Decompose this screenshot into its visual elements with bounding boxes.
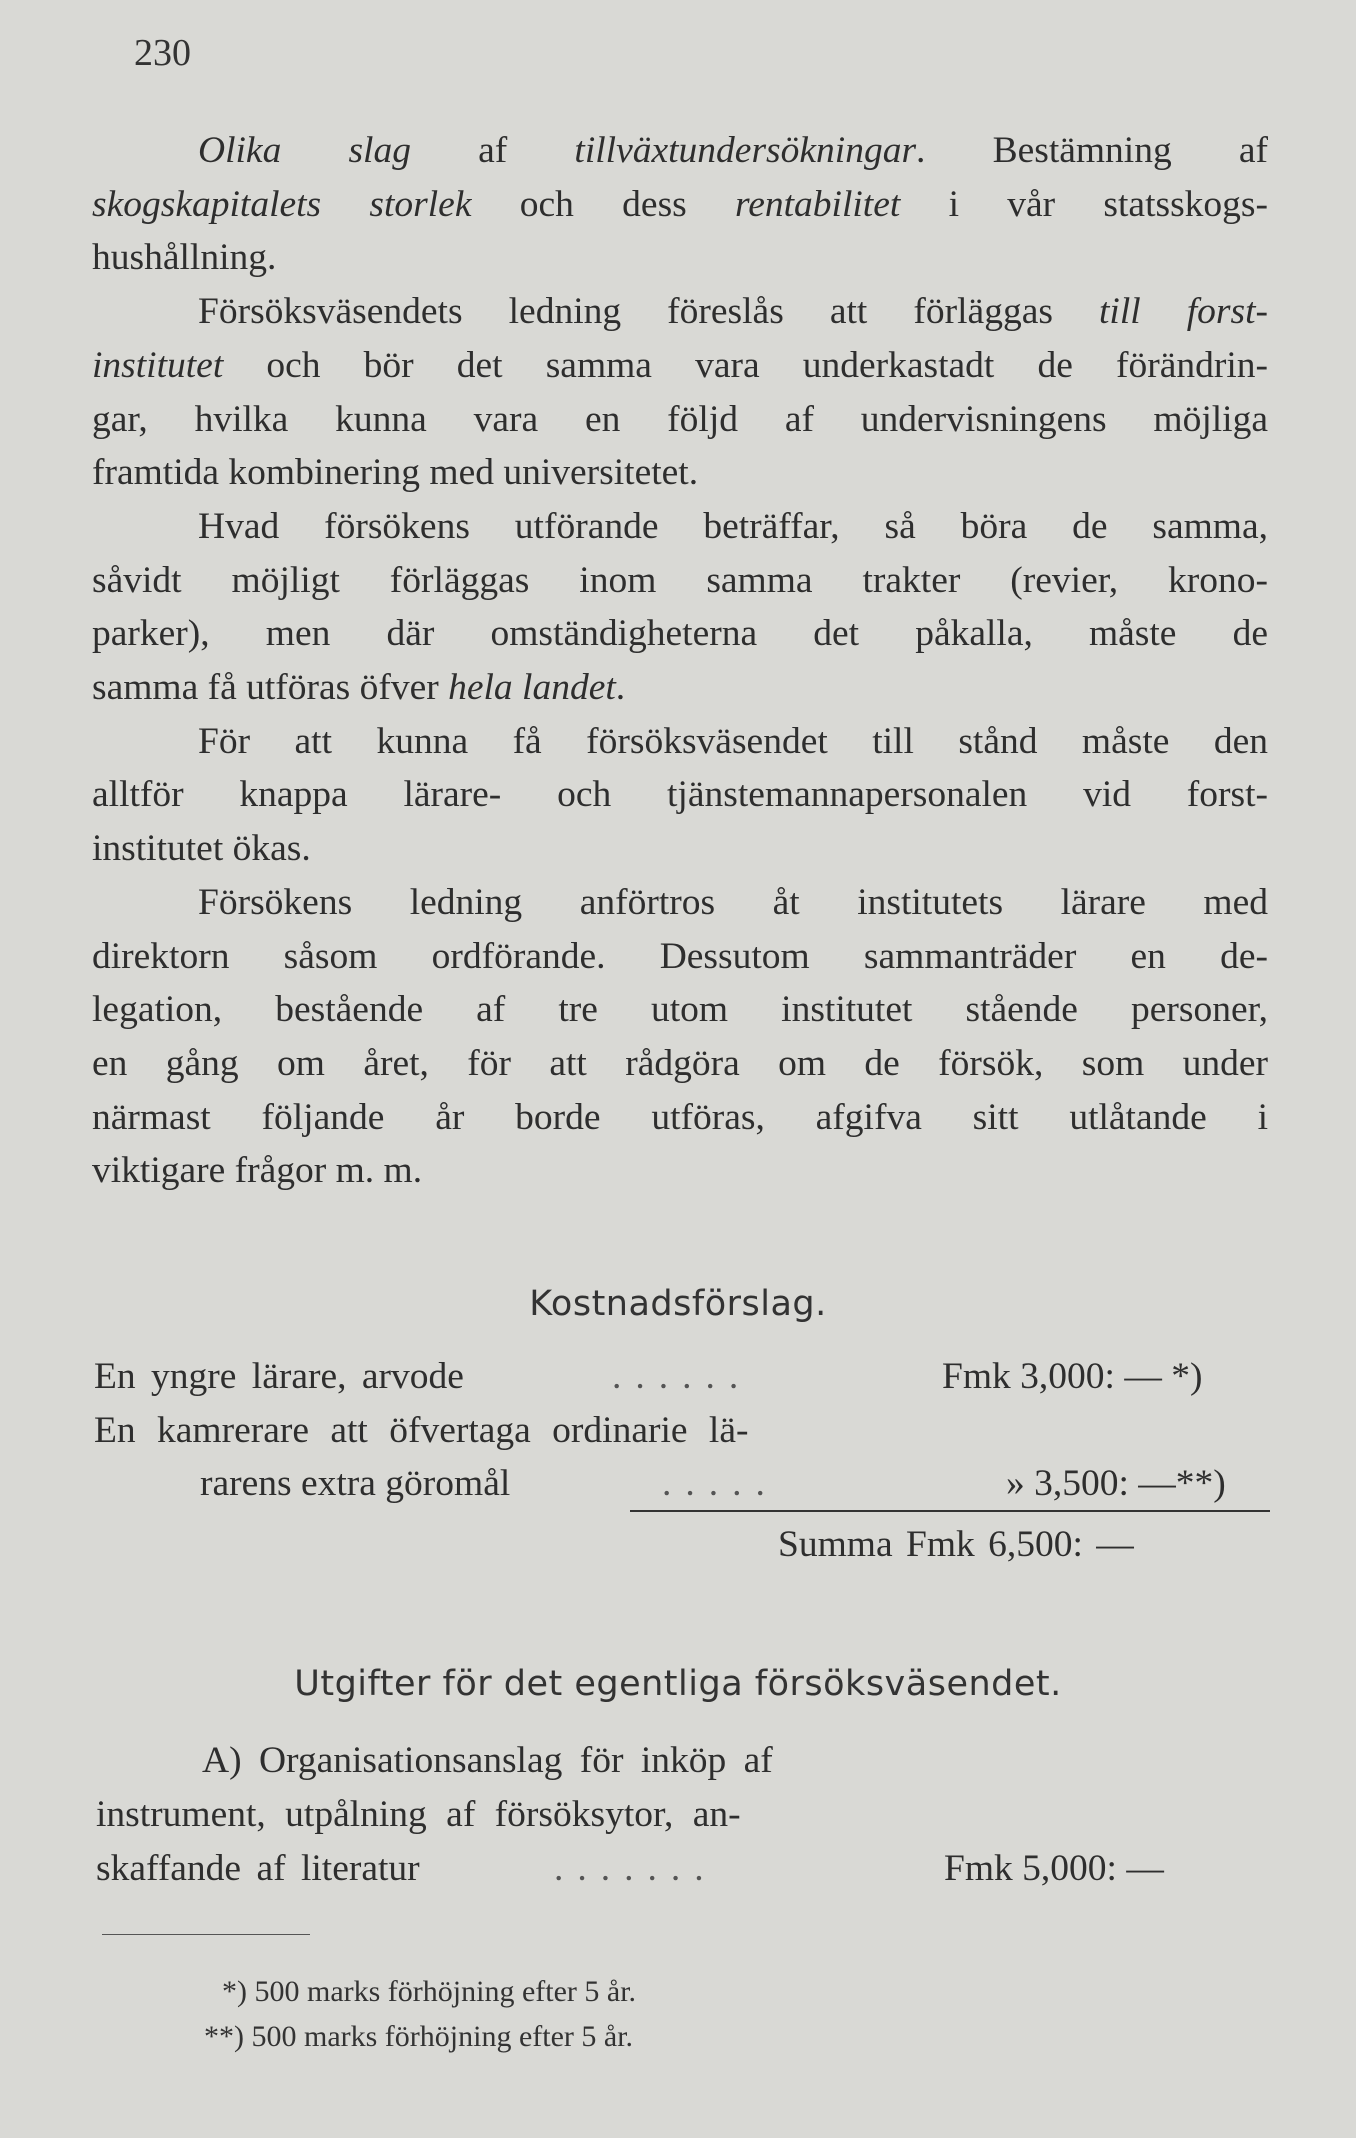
paragraph-2 xyxy=(92,285,1268,500)
text-span: hela landet xyxy=(448,667,616,709)
text-line: viktigare frågor m. m. xyxy=(92,1150,423,1192)
text-line: legation, bestående af tre utom institutet stående personer, xyxy=(92,989,1268,1031)
cost-row-label: rarens extra göromål xyxy=(200,1463,511,1504)
cost-estimate-heading: Kostnadsförslag. xyxy=(529,1284,827,1324)
text-line xyxy=(92,285,1268,339)
text-span: samma få utföras öfver xyxy=(92,667,449,709)
text-line: såvidt möjligt förläggas inom samma trakter (revier, krono- xyxy=(92,559,1268,601)
text-span: Olika slag xyxy=(198,130,411,171)
text-line: en gång om året, för att rådgöra om de försök, som under xyxy=(92,1042,1268,1084)
footnote-2: **) 500 marks förhöjning efter 5 år. xyxy=(204,2020,634,2053)
cost-row-label: En yngre lärare, arvode xyxy=(94,1356,464,1397)
expense-line: A) Organisationsanslag för inköp af xyxy=(202,1740,773,1781)
text-line: direktorn såsom ordförande. Dessutom sammanträder en de- xyxy=(92,935,1268,977)
cost-row-label: En kamrerare att öfvertaga ordinarie lä- xyxy=(94,1410,749,1451)
text-line: hushållning. xyxy=(92,237,277,279)
body-text xyxy=(92,124,1268,1198)
footnote-1: *) 500 marks förhöjning efter 5 år. xyxy=(222,1975,637,2008)
text-line: parker), men där omständigheterna det påkalla, måste de xyxy=(92,613,1268,655)
paragraph-5 xyxy=(92,876,1268,1198)
text-span: rentabilitet xyxy=(735,183,901,225)
text-line: För att kunna få försöksväsendet till stånd måste den xyxy=(198,720,1268,762)
paragraph-3 xyxy=(92,500,1268,715)
text-span: till forst- xyxy=(1099,291,1268,333)
text-span: och bör det samma vara underkastadt de förändrin- xyxy=(223,344,1268,386)
leader-dots: ..... xyxy=(662,1463,779,1504)
paragraph-1 xyxy=(92,124,1268,285)
text-line xyxy=(0,339,1268,393)
expenses-heading: Utgifter för det egentliga försöksväsendet. xyxy=(294,1664,1062,1704)
text-line: närmast följande år borde utföras, afgifva sitt utlåtande i xyxy=(92,1096,1268,1138)
text-line xyxy=(92,124,1268,178)
text-line xyxy=(0,178,1268,232)
leader-dots: ...... xyxy=(612,1356,753,1397)
text-span: institutet xyxy=(92,344,224,386)
sum-rule xyxy=(630,1510,1270,1512)
expense-amount: Fmk 5,000: — xyxy=(944,1848,1164,1889)
text-line: alltför knappa lärare- och tjänstemannapersonalen vid forst- xyxy=(92,774,1268,816)
leader-dots: ....... xyxy=(554,1848,718,1889)
text-line: gar, hvilka kunna vara en följd af undervisningens möjliga xyxy=(92,398,1268,440)
text-line: Hvad försökens utförande beträffar, så böra de samma, xyxy=(198,505,1268,547)
text-span: af xyxy=(410,130,575,171)
text-span: skogskapitalets storlek xyxy=(92,183,472,225)
text-span: i vår statsskogs- xyxy=(900,183,1269,225)
text-span: och dess xyxy=(471,183,736,225)
text-span: Försöksväsendets ledning föreslås att förläggas xyxy=(198,291,1099,333)
cost-row-amount: Fmk 3,000: — *) xyxy=(942,1356,1203,1397)
page-number: 230 xyxy=(134,32,191,74)
cost-row-amount: » 3,500: —**) xyxy=(1006,1463,1226,1504)
text-span: tillväxtundersökningar xyxy=(574,130,917,171)
cost-total: Summa Fmk 6,500: — xyxy=(778,1524,1134,1565)
paragraph-4 xyxy=(92,715,1268,876)
expense-line: skaffande af literatur xyxy=(96,1848,420,1889)
text-line: framtida kombinering med universitetet. xyxy=(92,452,699,494)
text-span: . xyxy=(615,667,626,709)
footnote-rule xyxy=(102,1934,310,1935)
text-line: institutet ökas. xyxy=(92,828,311,870)
text-line xyxy=(0,661,1268,715)
text-line: Försökens ledning anförtros åt institutets lärare med xyxy=(198,881,1268,923)
expense-line: instrument, utpålning af försöksytor, an- xyxy=(96,1794,741,1835)
text-span: . Bestämning af xyxy=(916,130,1268,171)
